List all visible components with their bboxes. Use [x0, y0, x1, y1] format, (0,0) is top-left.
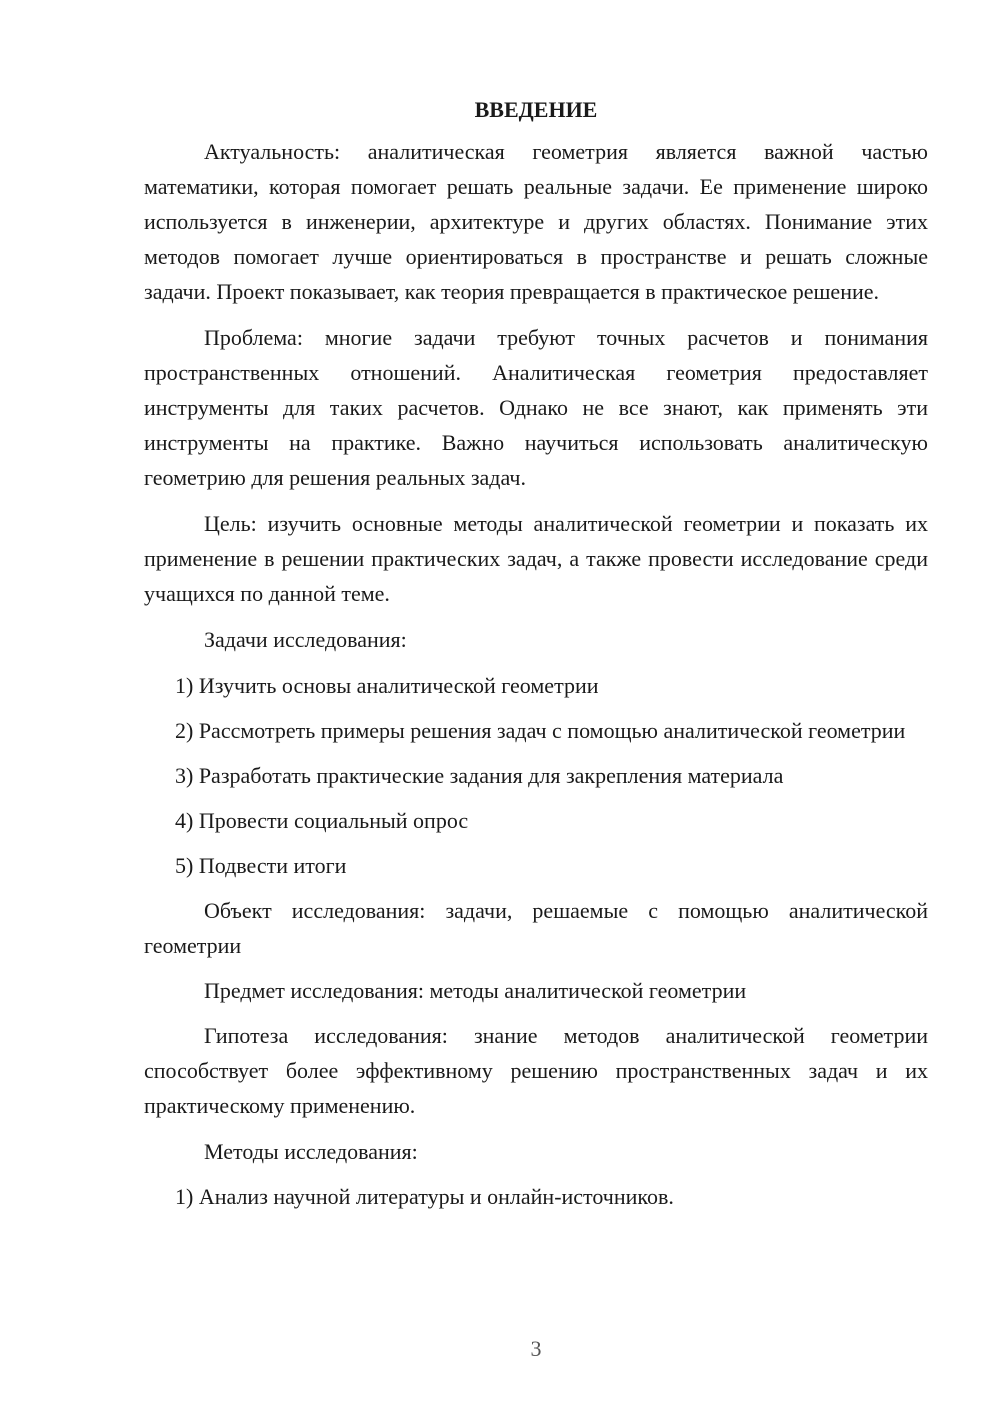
- paragraph-hypothesis: Гипотеза исследования: знание методов аналитической геометрии способствует более эффективному решению пространственных задач и их практическому применению.: [144, 1023, 928, 1118]
- section-heading: ВВЕДЕНИЕ: [474, 97, 598, 122]
- paragraph-problem: Проблема: многие задачи требуют точных расчетов и понимания пространственных отношений. Аналитическая геометрия предоставляет инструменты для таких расчетов. Однако не все знают, как применять эти инструменты на практике. Важно научиться использовать аналитическую геометрию для решения реальных задач.: [144, 325, 928, 490]
- task-item-4: 4) Провести социальный опрос: [175, 808, 469, 833]
- page-number: 3: [530, 1336, 542, 1361]
- paragraph-subject: Предмет исследования: методы аналитической геометрии: [204, 978, 747, 1003]
- tasks-title: Задачи исследования:: [204, 627, 407, 652]
- paragraph-relevance: Актуальность: аналитическая геометрия является важной частью математики, которая помогает решать реальные задачи. Ее применение широко используется в инженерии, архитектуре и других областях. Понимание этих методов помогает лучше ориентироваться в пространстве и решать сложные задачи. Проект показывает, как теория превращается в практическое решение.: [144, 139, 928, 304]
- task-item-1: 1) Изучить основы аналитической геометрии: [175, 673, 599, 698]
- method-item-1: 1) Анализ научной литературы и онлайн-источников.: [175, 1184, 674, 1209]
- task-item-5: 5) Подвести итоги: [175, 853, 347, 878]
- task-item-3: 3) Разработать практические задания для закрепления материала: [175, 763, 784, 788]
- paragraph-goal: Цель: изучить основные методы аналитической геометрии и показать их применение в решении практических задач, а также провести исследование среди учащихся по данной теме.: [144, 511, 928, 606]
- paragraph-object: Объект исследования: задачи, решаемые с помощью аналитической геометрии: [144, 898, 928, 958]
- methods-title: Методы исследования:: [204, 1139, 418, 1164]
- document-page: [144, 92, 928, 1224]
- task-item-2: 2) Рассмотреть примеры решения задач с помощью аналитической геометрии: [175, 718, 906, 743]
